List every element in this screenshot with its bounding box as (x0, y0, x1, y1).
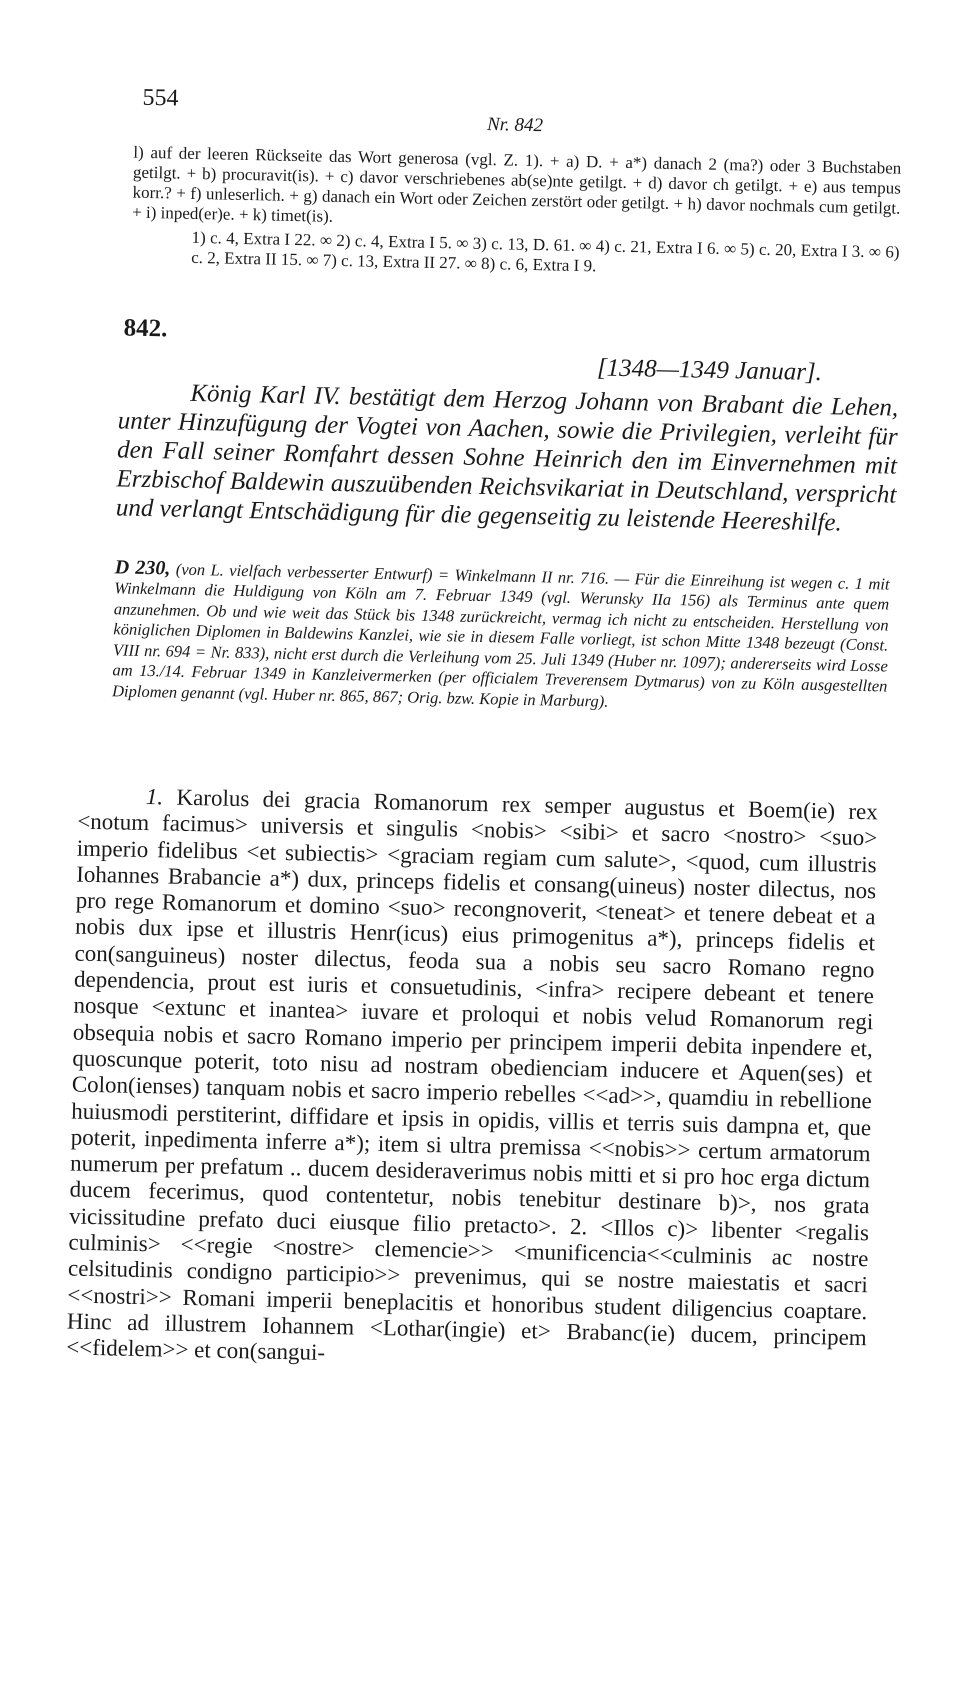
paragraph-number: 1. (145, 784, 164, 810)
source-description (112, 557, 890, 718)
charter-text (66, 783, 878, 1378)
critical-apparatus (131, 141, 901, 283)
regest-text: König Karl IV. bestätigt dem Herzog Johann von Brabant die Lehen, unter Hinzufügung der Vogtei von Aachen, sowie die Privilegien, verleiht für den Fall seiner Romfahrt dessen Sohne Heinrich den im Einvernehmen mit Erzbischof Baldewin auszuübenden Reichsvikariat in Deutschland, verspricht und verlangt Entschädigung für die gegenseitig zu leistende Heereshilfe. (115, 379, 899, 537)
source-commentary: (von L. vielfach verbesserter Entwurf) = Winkelmann II nr. 716. — Für die Einreihung ist wegen c. 1 mit Winkelmann die Huldigung von Köln am 7. Februar 1349 (vgl. Werunsky IIa 156) als Terminus ante quem anzunehmen. Ob und wie weit das Stück bis 1348 zurückreicht, vermag ich nicht zu entscheiden. Herstellung von königlichen Diplomen in Baldewins Kanzlei, wie sie in diesem Falle vorliegt, ist schon Mitte 1348 bezeugt (Const. VIII nr. 694 = Nr. 833), nicht erst durch die Verleihung vom 25. Juli 1349 (Huber nr. 1097); andererseits wird Losse am 13./14. Februar 1349 in Kanzleivermerken (per officialem Treverensem Dytmarus) von zu Köln ausgestellten Diplomen genannt (vgl. Huber nr. 865, 867; Orig. bzw. Kopie in Marburg). (111, 559, 890, 711)
document-number: Nr. 842 (486, 114, 544, 137)
page-header (142, 85, 903, 141)
entry-number: 842. (123, 314, 168, 343)
source-siglum: D 230, (114, 555, 171, 579)
charter-body: Karolus dei gracia Romanorum rex semper augustus et Boem(ie) rex <notum facimus> universis et singulis <nobis> ˂sibi˃ et sacro <nostro> ˂suo˃ imperio fidelibus <et subiectis> ˂graciam regiam cum salute˃, <quod, cum illustris Iohannes Brabancie a*) dux, princeps fidelis et consang(uineus) noster dilectus, nos pro rege Romanorum et domino ˂suo˃ recongnoverit, ˂teneat˃ et tenere debeat et a nobis dux ipse et illustris Henr(icus) eius primogenitus a*), princeps fidelis et con(sanguineus) noster dilectus, feoda sua a nobis seu sacro Romano regno dependencia, prout est iuris et consuetudinis, ˂infra˃ recipere debeant et tenere nosque ˂extunc et inantea˃ iuvare et proloqui et nobis velud Romanorum regi obsequia nobis et sacro Romano imperio per principem imperii debita inpendere et, quoscunque poterit, toto nisu ad nostram obedienciam inducere et Aquen(ses) et Colon(ienses) tanquam nobis et sacro imperio rebelles <<ad>>, quamdiu in rebellione huiusmodi perstiterint, diffidare et ipsis in opidis, villis et terris suis dampna et, que poterit, inpedimenta inferre a*); item si ultra premissa <<nobis>> certum armatorum numerum per prefatum .. ducem desideraverimus nobis mitti et si pro hoc erga dictum ducem fecerimus, quod contentetur, nobis tenebitur destinare b)>, nos grata vicissitudine prefato duci eiusque filio pretacto>. 2. ˂Illos c)˃ libenter <regalis culminis> ˂˂regie <nostre> clemencie˃˃ ˂munificencia˂˂culminis ac nostre celsitudinis condigno participio˃˃ prevenimus, qui se nostre maiestatis et sacri ˂˂nostri˃˃ Romani imperii beneplacitis et honoribus student diligencius coaptare. Hinc ad illustrem Iohannem <Lothar(ingie) et> Brabanc(ie) ducem, principem ˂˂fidelem˃˃ et con(sangui- (66, 784, 879, 1366)
textual-notes: l) auf der leeren Rückseite das Wort generosa (vgl. Z. 1). + a) D. + a*) danach 2 (ma?) oder 3 Buchstaben getilgt. + b) procuravit(is). + c) davor verschriebenes ab(se)nte getilgt. + d) davor ch getilgt. + e) aus tempus korr.? + f) unleserlich. + g) danach ein Wort oder Zeichen zerstört oder getilgt. + h) davor nochmals cum getilgt. + i) inped(er)e. + k) timet(is). (131, 142, 902, 226)
source-citations: 1) c. 4, Extra I 22. ∞ 2) c. 4, Extra I 5. ∞ 3) c. 13, D. 61. ∞ 4) c. 21, Extra I 6. ∞ 5) c. 20, Extra I 3. ∞ 6) c. 2, Extra II 15. ∞ 7) c. 13, Extra II 27. ∞ 8) c. 6, Extra I 9. (191, 227, 900, 276)
page-number: 554 (142, 84, 179, 112)
entry-date: [1348—1349 Januar]. (596, 354, 823, 387)
regest-summary (116, 377, 899, 538)
